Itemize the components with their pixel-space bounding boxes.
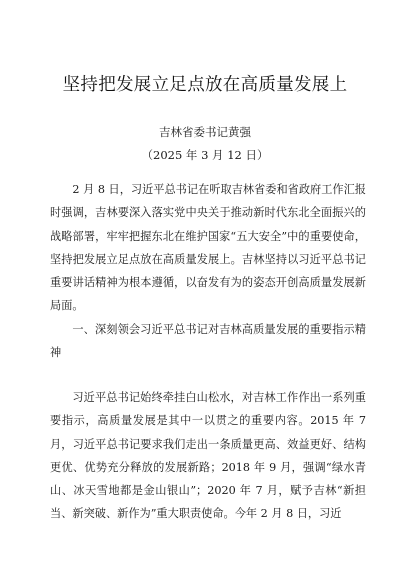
- document-title: 坚持把发展立足点放在高质量发展上: [62, 75, 348, 95]
- document-date: （2025 年 3 月 12 日）: [141, 148, 269, 162]
- section-heading-1: 一、深刻领会习近平总书记对吉林高质量发展的重要指示精神: [50, 323, 366, 360]
- document-author: 吉林省委书记黄强: [159, 125, 251, 139]
- body-paragraph-2: 习近平总书记始终牵挂白山松水，对吉林工作作出一系列重要指示，高质量发展是其中一以贯之的重要内容。2015 年 7 月，习近平总书记要求我们走出一条质量更高、效益更好、结构更优、优势充分释放的发展新路；2018 年 9 月，强调“绿水青山、冰天雪地都是金山银山”；2020 年 7 月，赋予吉林“新担当、新突破、新作为”重大职责使命。今年 2 月 8 日，习近: [50, 391, 366, 521]
- body-paragraph-1: 2 月 8 日，习近平总书记在听取吉林省委和省政府工作汇报时强调，吉林要深入落实党中央关于推动新时代东北全面振兴的战略部署，牢牢把握东北在维护国家“五大安全”中的重要使命，坚持把发展立足点放在高质量发展上。吉林坚持以习近平总书记重要讲话精神为根本遵循，以奋发有为的姿态开创高质量发展新局面。: [50, 183, 366, 313]
